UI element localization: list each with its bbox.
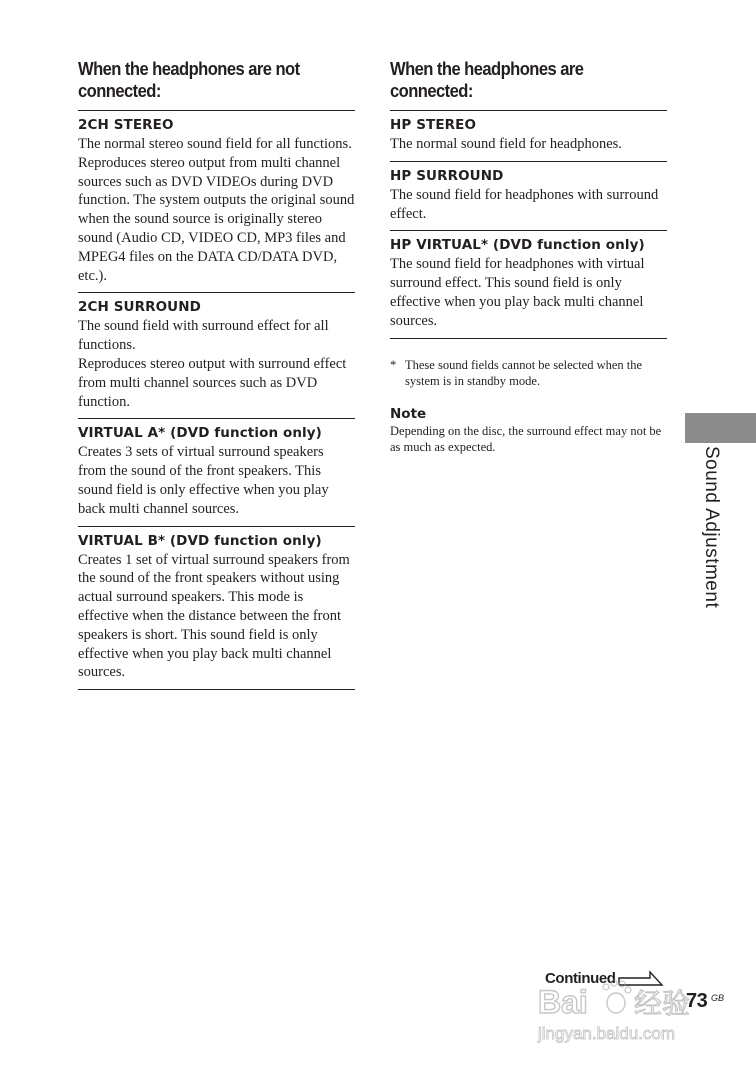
entry-body: The normal sound field for headphones. — [390, 136, 622, 152]
watermark-word: Bai — [538, 984, 588, 1020]
entry-body: The sound field for headphones with surround effect. — [390, 186, 659, 222]
continued-indicator — [545, 966, 670, 990]
sound-field-entry-2ch-surround — [78, 293, 355, 419]
entry-body: Creates 1 set of virtual surround speakers from the sound of the front speakers without using actual surround speakers. This mode is effective when the distance between the front speakers is short. This sound field is only effective when you play back multi channel sources. — [78, 551, 350, 681]
section-tab-label: Sound Adjustment — [701, 446, 722, 609]
sound-field-entry-hp-stereo — [390, 111, 667, 162]
entry-title: HP STEREO — [390, 117, 477, 133]
right-heading-block — [390, 58, 667, 111]
sound-field-entry-hp-virtual — [390, 231, 667, 338]
section-tab — [685, 413, 756, 443]
watermark-url: jingyan.baidu.com — [538, 1024, 676, 1043]
entry-title: 2CH SURROUND — [78, 299, 201, 316]
left-column — [78, 58, 355, 690]
entry-title: HP SURROUND — [390, 167, 504, 184]
footnote — [390, 357, 667, 390]
entry-body: The sound field with surround effect for all functions. Reproduces stereo output with surround effect from multi channel sources such as DVD function. — [78, 318, 347, 410]
entry-body: The sound field for headphones with virtual surround effect. This sound field is only effective when you play back multi channel sources. — [390, 256, 645, 329]
left-column-heading: When the headphones are not connected: — [78, 59, 300, 101]
right-column-heading: When the headphones are connected: — [390, 59, 584, 101]
footnote-text: These sound fields cannot be selected when the system is in standby mode. — [405, 357, 643, 389]
sound-field-entry-2ch-stereo — [78, 111, 355, 293]
entry-title: 2CH STEREO — [78, 117, 174, 133]
sound-field-entry-hp-surround — [390, 162, 667, 232]
continued-arrow-icon — [618, 968, 664, 988]
entry-body: Creates 3 sets of virtual surround speakers from the sound of the front speakers. This sound field is only effective when you play back multi channel sources. — [78, 444, 329, 517]
left-heading-block — [78, 58, 355, 111]
page-number: 73 — [686, 990, 708, 1012]
footnote-mark: * — [390, 357, 397, 372]
watermark-chinese: 经验 — [634, 987, 691, 1020]
entry-title: VIRTUAL B* (DVD function only) — [78, 532, 322, 549]
sound-field-entry-virtual-b — [78, 527, 355, 691]
continued-label: Continued — [545, 969, 616, 987]
entry-title: VIRTUAL A* (DVD function only) — [78, 425, 322, 442]
note-body: Depending on the disc, the surround effect may not be as much as expected. — [390, 423, 662, 455]
entry-title: HP VIRTUAL* (DVD function only) — [390, 237, 645, 254]
note-title: Note — [390, 405, 427, 422]
entry-body: The normal stereo sound field for all functions. Reproduces stereo output from multi channel sources such as DVD VIDEOs during DVD function. The system outputs the original sound when the sound source is originally stereo sound (Audio CD, VIDEO CD, MP3 files and MPEG4 files on the DATA CD/DATA DVD, etc.). — [78, 136, 355, 284]
page-suffix: GB — [711, 993, 725, 1003]
sound-field-entry-virtual-a — [78, 419, 355, 526]
right-column — [390, 58, 667, 456]
